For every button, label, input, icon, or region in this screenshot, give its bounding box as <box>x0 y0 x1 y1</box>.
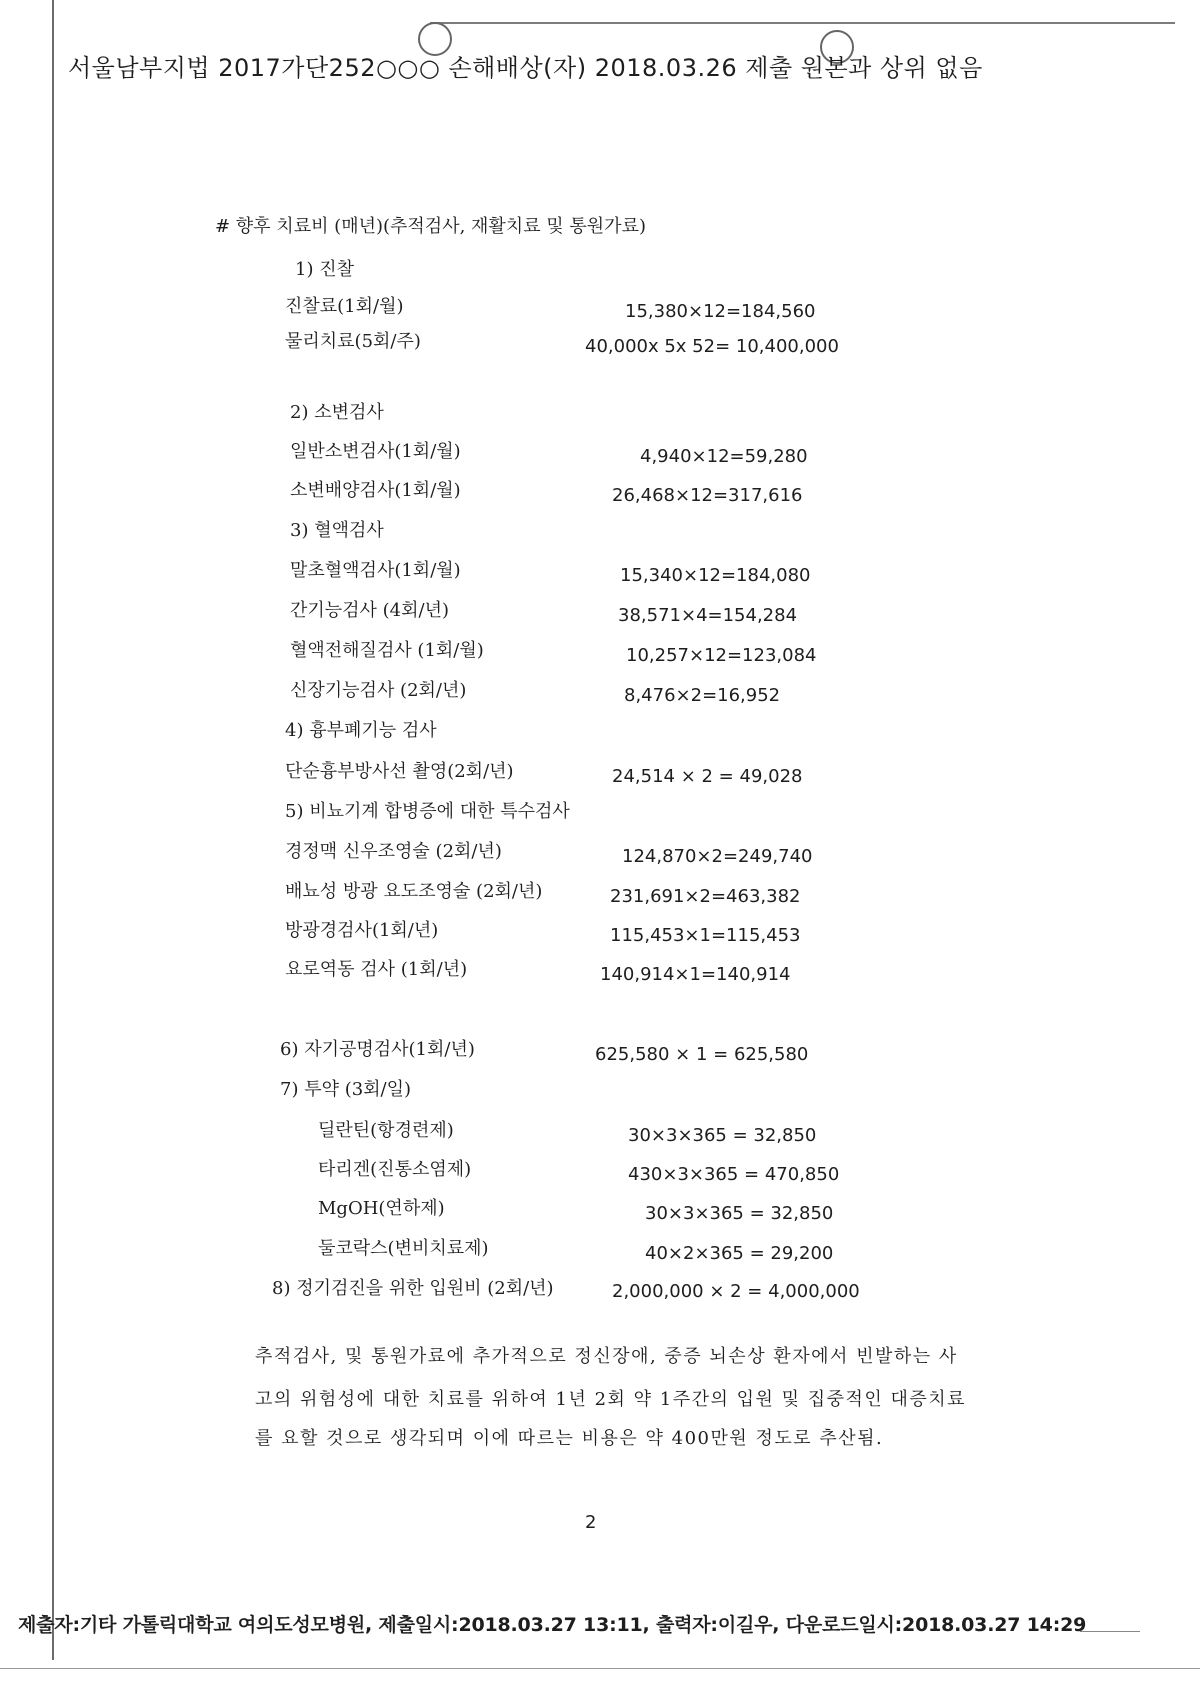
item-value: 430×3×365 = 470,850 <box>628 1164 840 1185</box>
scan-margin-line <box>52 0 54 1660</box>
item-label: 8) 정기검진을 위한 입원비 (2회/년) <box>272 1278 554 1299</box>
paragraph-line: 고의 위험성에 대한 치료를 위하여 1년 2회 약 1주간의 입원 및 집중적인 대증치료 <box>255 1389 967 1410</box>
item-value: 4,940×12=59,280 <box>640 446 808 467</box>
item-label: 타리겐(진통소염제) <box>318 1159 472 1180</box>
scan-header-rule <box>430 22 1175 24</box>
item-label: 진찰료(1회/월) <box>285 296 404 317</box>
item-label: 4) 흉부폐기능 검사 <box>285 720 437 741</box>
item-label: 경정맥 신우조영술 (2회/년) <box>285 841 502 862</box>
item-value: 38,571×4=154,284 <box>618 605 798 626</box>
item-label: 요로역동 검사 (1회/년) <box>285 959 468 980</box>
item-label: 7) 투약 (3회/일) <box>280 1079 412 1100</box>
item-label: 5) 비뇨기계 합병증에 대한 특수검사 <box>285 801 570 822</box>
item-label: 혈액전해질검사 (1회/월) <box>290 640 484 661</box>
item-label: 배뇨성 방광 요도조영술 (2회/년) <box>285 881 543 902</box>
item-label: 1) 진찰 <box>295 259 354 280</box>
page-number: 2 <box>585 1512 597 1533</box>
item-label: 2) 소변검사 <box>290 402 384 423</box>
item-label: 신장기능검사 (2회/년) <box>290 680 467 701</box>
item-label: 3) 혈액검사 <box>290 520 384 541</box>
item-value: 30×3×365 = 32,850 <box>645 1203 834 1224</box>
paragraph-line: 를 요할 것으로 생각되며 이에 따르는 비용은 약 400만원 정도로 추산됨. <box>255 1428 884 1449</box>
document-header: 서울남부지법 2017가단252○○○ 손해배상(자) 2018.03.26 제출 원본과 상위 없음 <box>68 54 983 82</box>
item-label: 물리치료(5회/주) <box>285 331 421 352</box>
item-value: 115,453×1=115,453 <box>610 925 801 946</box>
item-label: 간기능검사 (4회/년) <box>290 600 449 621</box>
item-value: 2,000,000 × 2 = 4,000,000 <box>612 1281 860 1302</box>
item-value: 8,476×2=16,952 <box>624 685 781 706</box>
item-label: 딜란틴(항경련제) <box>318 1120 454 1141</box>
item-label: 6) 자기공명검사(1회/년) <box>280 1039 475 1060</box>
item-value: 24,514 × 2 = 49,028 <box>612 766 803 787</box>
item-value: 40×2×365 = 29,200 <box>645 1243 834 1264</box>
item-value: 15,340×12=184,080 <box>620 565 811 586</box>
item-value: 231,691×2=463,382 <box>610 886 801 907</box>
scan-bottom-edge <box>0 1668 1200 1669</box>
section-title: # 향후 치료비 (매년)(추적검사, 재활치료 및 통원가료) <box>215 216 646 237</box>
item-label: 말초혈액검사(1회/월) <box>290 560 461 581</box>
item-value: 15,380×12=184,560 <box>625 301 816 322</box>
item-value: 625,580 × 1 = 625,580 <box>595 1044 809 1065</box>
item-value: 124,870×2=249,740 <box>622 846 813 867</box>
item-label: MgOH(연하제) <box>318 1198 445 1219</box>
item-label: 일반소변검사(1회/월) <box>290 441 461 462</box>
item-label: 단순흉부방사선 촬영(2회/년) <box>285 761 514 782</box>
document-footer: 제출자:기타 가톨릭대학교 여의도성모병원, 제출일시:2018.03.27 13:11, 출력자:이길우, 다운로드일시:2018.03.27 14:29 <box>18 1614 1087 1636</box>
paragraph-line: 추적검사, 및 통원가료에 추가적으로 정신장애, 중증 뇌손상 환자에서 빈발하는 사 <box>255 1346 958 1367</box>
item-value: 40,000x 5x 52= 10,400,000 <box>585 336 839 357</box>
item-value: 26,468×12=317,616 <box>612 485 803 506</box>
item-value: 140,914×1=140,914 <box>600 964 791 985</box>
item-label: 방광경검사(1회/년) <box>285 920 439 941</box>
item-value: 10,257×12=123,084 <box>626 645 817 666</box>
item-label: 둘코락스(변비치료제) <box>318 1238 489 1259</box>
item-value: 30×3×365 = 32,850 <box>628 1125 817 1146</box>
item-label: 소변배양검사(1회/월) <box>290 480 461 501</box>
scan-artifact-dash <box>1080 1631 1140 1632</box>
